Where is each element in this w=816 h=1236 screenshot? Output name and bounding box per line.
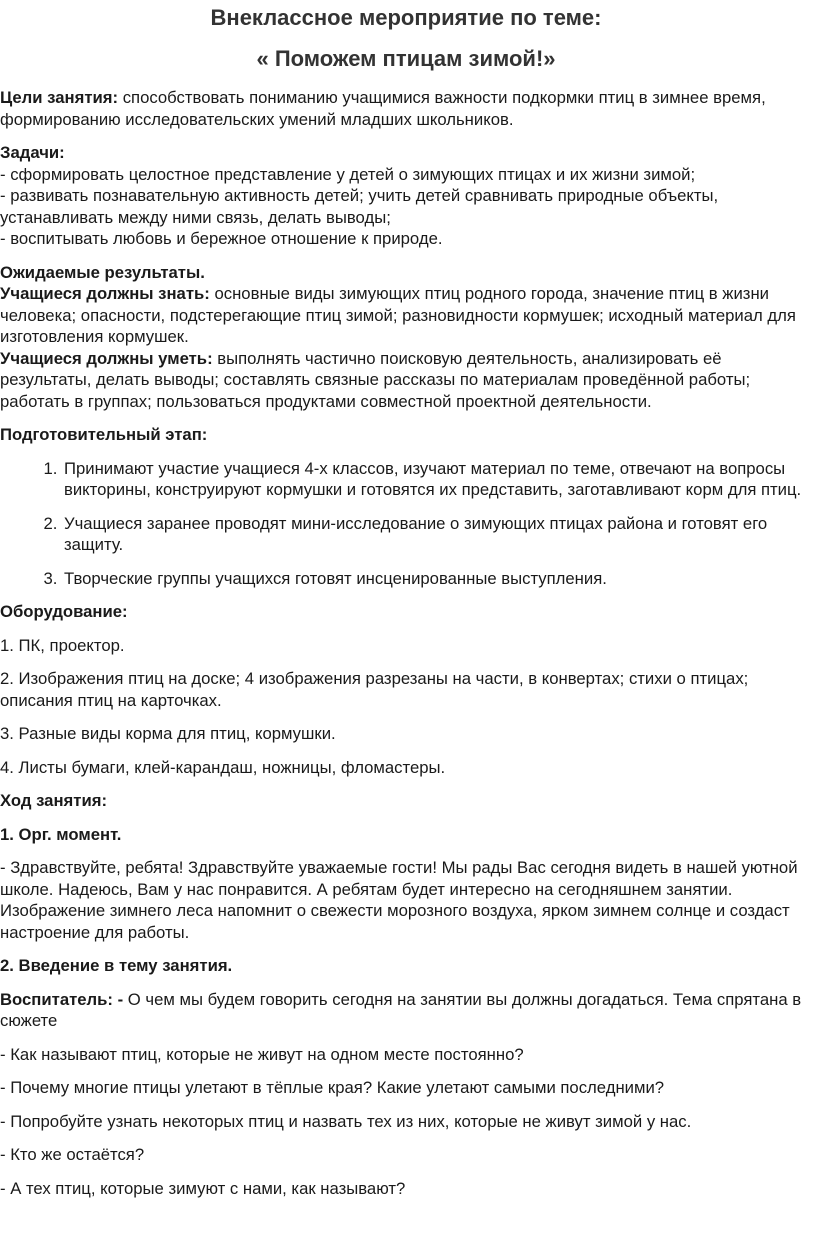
equipment-item-1: 1. ПК, проектор. xyxy=(0,635,125,655)
task-item-1: - сформировать целостное представление у детей о зимующих птицах и их жизни зимой; xyxy=(0,164,696,184)
can-text: выполнять частично поисковую деятельность, анализировать её результаты, делать выводы; составлять связные рассказы по материалам проведённой работы; работать в группах; пользоваться продуктами совместной проектной деятельности. xyxy=(0,348,751,411)
goals-paragraph xyxy=(0,87,812,130)
equipment-item-3: 3. Разные виды корма для птиц, кормушки. xyxy=(0,724,336,743)
equipment-heading: Оборудование: xyxy=(0,602,128,621)
prep-item-2: 2. Учащиеся заранее проводят мини-исследование о зимующих птицах района и готовят его защиту. xyxy=(62,513,812,556)
goals-label: Цели занятия: xyxy=(0,88,119,107)
prep-item-3: 3. Творческие группы учащихся готовят инсценированные выступления. xyxy=(62,568,812,590)
question-3: - Попробуйте узнать некоторых птиц и назвать тех из них, которые не живут зимой у нас. xyxy=(0,1111,692,1131)
can-label: Учащиеся должны уметь: xyxy=(0,348,213,368)
title-line-2: « Поможем птицам зимой!» xyxy=(256,46,556,71)
equipment-item-4: 4. Листы бумаги, клей-карандаш, ножницы, фломастеры. xyxy=(0,757,446,777)
results-heading: Ожидаемые результаты. xyxy=(0,262,205,282)
question-5: - А тех птиц, которые зимуют с нами, как называют? xyxy=(0,1178,406,1198)
question-2: - Почему многие птицы улетают в тёплые края? Какие улетают самыми последними? xyxy=(0,1078,665,1097)
question-4: - Кто же остаётся? xyxy=(0,1145,145,1164)
teacher-text: О чем мы будем говорить сегодня на занятии вы должны догадаться. Тема спрятана в сюжете xyxy=(0,989,802,1030)
title-line-1: Внеклассное мероприятие по теме: xyxy=(210,5,602,30)
teacher-label: Воспитатель: - xyxy=(0,989,124,1009)
task-item-3: - воспитывать любовь и бережное отношение к природе. xyxy=(0,229,443,248)
tasks-label: Задачи: xyxy=(0,143,65,162)
know-label: Учащиеся должны знать: xyxy=(0,284,210,303)
goals-text: способствовать пониманию учащимися важности подкормки птиц в зимнее время, формированию исследовательских умений младших школьников. xyxy=(0,88,766,129)
task-item-2: - развивать познавательную активность детей; учить детей сравнивать природные объекты, устанавливать между ними связь, делать выводы; xyxy=(0,186,719,227)
step2-heading: 2. Введение в тему занятия. xyxy=(0,956,233,975)
step1-text: - Здравствуйте, ребята! Здравствуйте уважаемые гости! Мы рады Вас сегодня видеть в нашей уютной школе. Надеюсь, Вам у нас понравится. А ребятам будет интересно на сегодняшнем занятии. Изображение зимнего леса напомнит о свежести морозного воздуха, ярком зимнем солнце и создаст настроение для работы. xyxy=(0,858,798,942)
prep-item-1: 1. Принимают участие учащиеся 4-х классов, изучают материал по теме, отвечают на вопросы викторины, конструируют кормушки и готовятся их представить, заготавливают корм для птиц. xyxy=(62,458,812,501)
question-1: - Как называют птиц, которые не живут на одном месте постоянно? xyxy=(0,1044,524,1064)
prep-heading: Подготовительный этап: xyxy=(0,425,208,444)
results-know xyxy=(0,283,812,348)
equipment-item-2: 2. Изображения птиц на доске; 4 изображения разрезаны на части, в конвертах; стихи о птицах; описания птиц на карточках. xyxy=(0,669,749,710)
course-heading: Ход занятия: xyxy=(0,791,108,810)
prep-list xyxy=(0,458,812,590)
step1-heading: 1. Орг. момент. xyxy=(0,824,122,844)
teacher-paragraph xyxy=(0,989,812,1032)
know-text: основные виды зимующих птиц родного города, значение птиц в жизни человека; опасности, подстерегающие птиц зимой; разновидности кормушек; исходный материал для изготовления кормушек. xyxy=(0,284,796,346)
results-can xyxy=(0,348,812,413)
